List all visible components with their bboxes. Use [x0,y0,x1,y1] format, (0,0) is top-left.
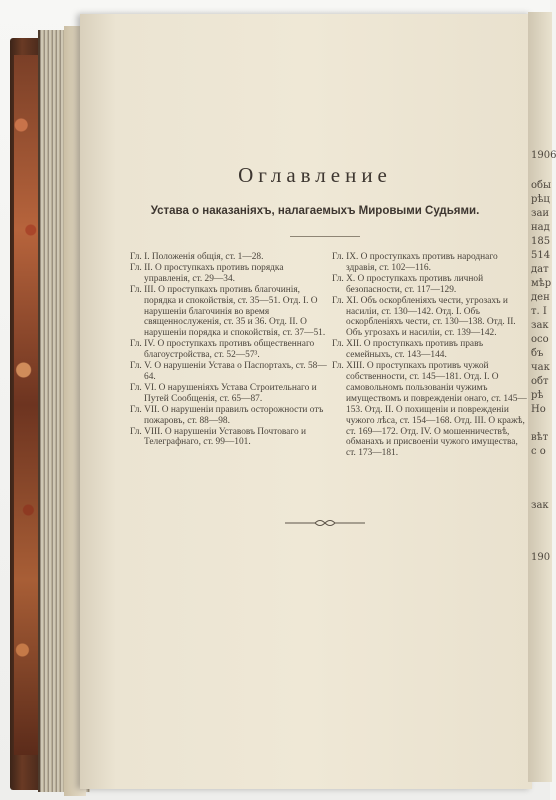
facing-page-fragment: 1906 [531,150,556,161]
toc-entry: Гл. IX. О проступкахъ противъ народнаго здравія, ст. 102—116. [332,252,498,273]
toc-entry: Гл. II. О проступкахъ противъ порядка управленія, ст. 29—34. [130,262,284,284]
facing-page-fragment: т. I [531,306,547,317]
facing-page-fragment: обт [531,376,549,387]
toc-entry: Гл. VIII. О нарушеніи Уставовъ Почтоваго и Телеграфнаго, ст. 99—101. [130,426,307,448]
toc-entry: Гл. I. Положенія общія, ст. 1—28. [130,252,264,262]
facing-page-fragment: над [531,222,550,233]
toc-entry: Гл. III. О проступкахъ противъ благочинія, порядка и спокойствія, ст. 35—51. Отд. I. О нарушеніи благочинія во время священнослуженія, ст. 35 и 36. Отд. II. О нарушеніи порядка и спокойствія, ст. 37—51. [130,284,326,339]
toc-entry: Гл. VII. О нарушеніи правилъ осторожности отъ пожаровъ, ст. 88—98. [130,404,324,426]
facing-page-fragment: зак [531,500,549,511]
title-divider [290,236,360,237]
toc-entry: Гл. V. О нарушеніи Устава о Паспортахъ, ст. 58—64. [130,361,327,382]
toc-left-column [130,252,330,448]
facing-page-fragment: дат [531,264,549,275]
ornament-divider [285,517,365,529]
toc-right-column [332,252,528,459]
facing-page [528,12,556,782]
facing-page-fragment: 185 [531,236,551,247]
facing-page-fragment: Но [531,404,546,415]
toc-entry: Гл. IV. О проступкахъ противъ общественнаго благоустройства, ст. 52—57³. [130,339,315,361]
facing-page-fragment: чак [531,362,550,373]
facing-page-fragment: заи [531,208,550,219]
facing-page-fragment: вѣт [531,432,549,443]
facing-page-fragment: ден [531,292,550,303]
facing-page-fragment: с о [531,446,546,457]
facing-page-fragment: бъ [531,348,544,359]
facing-page-fragment: мѣр [531,278,552,289]
facing-page-fragment: обы [531,180,551,191]
facing-page-fragment: рѣ [531,390,544,401]
page-subtitle: Устава о наказаніяхъ, налагаемыхъ Мировыми Судьями. [150,205,480,217]
facing-page-fragment: рѣц [531,194,550,205]
toc-entry: Гл. X. О проступкахъ противъ личной безопасности, ст. 117—129. [332,273,484,295]
facing-page-fragment: 514 [531,250,551,261]
toc-entry: Гл. VI. О нарушеніяхъ Устава Строительнаго и Путей Сообщенія, ст. 65—87. [130,382,317,404]
marbled-cover-edge [14,55,38,755]
facing-page-fragment: 190 [531,552,551,563]
page-title: Оглавление [238,163,392,187]
toc-entry: Гл. XII. О проступкахъ противъ правъ семейныхъ, ст. 143—144. [332,339,484,361]
facing-page-fragment: зак [531,320,549,331]
toc-entry: Гл. XIII. О проступкахъ противъ чужой собственности, ст. 145—181. Отд. I. О самовольномъ пользованіи чужимъ имуществомъ и поврежденіи онаго, ст. 145—153. Отд. II. О похищеніи и поврежденіи чужого лѣса, ст. 154—168. Отд. III. О кражѣ, ст. 169—172. Отд. IV. О мошенничествѣ, обманахъ и присвоеніи чужого имущества, ст. 173—181. [332,361,527,459]
toc-entry: Гл. XI. Объ оскорбленіяхъ чести, угрозахъ и насиліи, ст. 130—142. Отд. I. Объ оскорбленіяхъ чести, ст. 130—138. Отд. II. Объ угрозахъ и насиліи, ст. 139—142. [332,295,516,339]
facing-page-fragment: осо [531,334,549,345]
